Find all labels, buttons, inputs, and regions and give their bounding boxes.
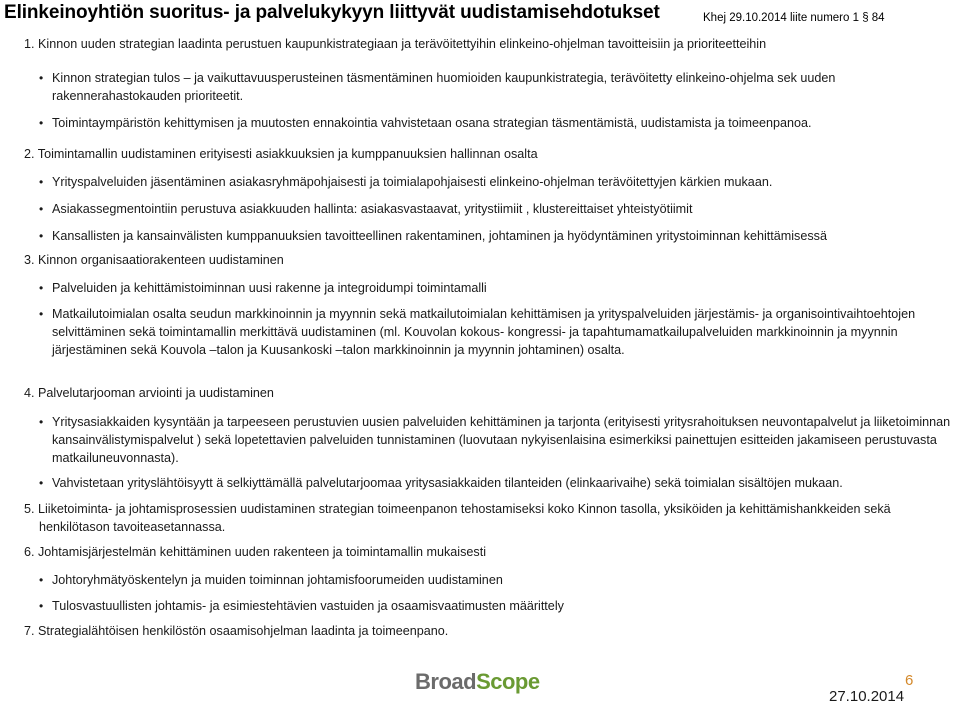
section-3-bullet-2: Matkailutoimialan osalta seudun markkinoinnin ja myynnin sekä matkailutoimialan kehittämisen ja yrityspalveluiden järjestämis- ja organisointivaihtoehtojen selvittäminen sekä toimintamallin merkittävä uudistaminen (ml. Kouvolan kokous- kongressi- ja tapahtumamatkailupalveluiden markkinoinnin ja myynnin järjestäminen sekä Kouvola –talon ja Kuusankoski –talon markkinoinnin ja myynnin johtaminen) osalta. [52,307,916,357]
section-6-heading: 6. Johtamisjärjestelmän kehittäminen uuden rakenteen ja toimintamallin mukaisesti [24,545,487,559]
bullet-marker: • [39,202,44,216]
section-2-bullet-2: Asiakassegmentointiin perustuva asiakkuuden hallinta: asiakasvastaavat, yritystiimiit , klustereittaiset yhteistyötiimit [52,202,693,216]
section-2-bullet-3: Kansallisten ja kansainvälisten kumppanuuksien tavoitteellinen rakentaminen, johtaminen ja hyödyntäminen yritystoiminnan kehittämisessä [52,229,827,243]
bullet-marker: • [39,229,44,243]
section-6-bullet-2: Tulosvastuullisten johtamis- ja esimiestehtävien vastuiden ja osaamisvaatimusten määrittely [52,599,564,613]
section-4-bullet-1: Yritysasiakkaiden kysyntään ja tarpeeseen perustuvien uusien palveluiden kehittäminen ja tarjonta (erityisesti yritysrahoituksen neuvontapalvelut ja liiketoiminnan kansainvälistymispalvelut ) sekä lopetettavien palveluiden tunnistaminen (luovutaan nykyisenlaisina esimerkiksi painettujen esitteiden jakamiseen perustuvasta matkailuneuvonnasta). [52,415,951,465]
section-2-bullet-1: Yrityspalveluiden jäsentäminen asiakasryhmäpohjaisesti ja toimialapohjaisesti elinkeino-ohjelman terävöitettyjen kärkien mukaan. [52,175,773,189]
section-1-bullet-2: Toimintaympäristön kehittymisen ja muutosten ennakointia vahvistetaan osana strategian täsmentämistä, uudistamista ja toimeenpanoa. [52,116,812,130]
page-title: Elinkeinoyhtiön suoritus- ja palvelukykyyn liittyvät uudistamisehdotukset [4,2,660,23]
section-4-heading: 4. Palvelutarjooman arviointi ja uudistaminen [24,386,274,400]
broadscope-logo: BroadScope [415,669,540,694]
bullet-marker: • [39,415,44,429]
section-1-bullet-1: Kinnon strategian tulos – ja vaikuttavuusperusteinen täsmentäminen huomioiden kaupunkistrategia, terävöitetty elinkeino-ohjelma sek uuden rakennerahastokauden prioriteetit. [52,71,836,103]
footer-date: 27.10.2014 [829,688,905,705]
section-6-bullet-1: Johtoryhmätyöskentelyn ja muiden toiminnan johtamisfoorumeiden uudistaminen [52,573,503,587]
section-3-heading: 3. Kinnon organisaatiorakenteen uudistaminen [24,253,284,267]
bullet-marker: • [39,116,44,130]
section-2-heading: 2. Toimintamallin uudistaminen erityisesti asiakkuuksien ja kumppanuuksien hallinnan osalta [24,147,538,161]
section-1-heading: 1. Kinnon uuden strategian laadinta perustuen kaupunkistrategiaan ja terävöitettyihin elinkeino-ohjelman tavoitteisiin ja prioriteetteihin [24,37,767,51]
bullet-marker: • [39,175,44,189]
section-5-heading: 5. Liiketoiminta- ja johtamisprosessien uudistaminen strategian toimeenpanon tehostamiseksi koko Kinnon tasolla, yksiköiden ja kehittämishankkeiden sekä henkilötason tavoiteasetannassa. [24,502,891,534]
page-number: 6 [905,672,914,689]
bullet-marker: • [39,476,44,490]
section-3-bullet-1: Palveluiden ja kehittämistoiminnan uusi rakenne ja integroidumpi toimintamalli [52,281,487,295]
bullet-marker: • [39,599,44,613]
bullet-marker: • [39,281,44,295]
document-reference: Khej 29.10.2014 liite numero 1 § 84 [703,12,885,24]
section-7-heading: 7. Strategialähtöisen henkilöstön osaamisohjelman laadinta ja toimeenpano. [24,624,449,638]
bullet-marker: • [39,307,44,321]
bullet-marker: • [39,573,44,587]
bullet-marker: • [39,71,44,85]
section-4-bullet-2: Vahvistetaan yrityslähtöisyytt ä selkiyttämällä palvelutarjoomaa yritysasiakkaiden tilanteiden (elinkaarivaihe) sekä toimialan sisältöjen mukaan. [52,476,843,490]
